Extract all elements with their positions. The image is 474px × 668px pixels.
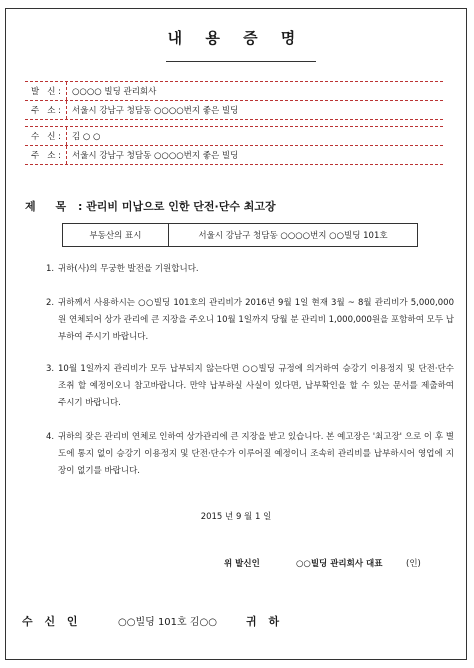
sender-address-label: 주 소 : [25, 101, 67, 119]
recipient-address-label: 주 소 : [25, 146, 67, 164]
recipient-address-row [25, 145, 443, 164]
signature-prefix: 위 발신인 [224, 559, 260, 569]
title-underline [166, 61, 316, 62]
property-header: 부동산의 표시 [63, 224, 169, 246]
signature-name: ○○빌딩 관리회사 대표 [296, 559, 383, 569]
property-value: 서울시 강남구 청담동 ○○○○번지 ○○빌딩 101호 [198, 231, 388, 241]
paragraph-text: 10월 1일까지 관리비가 모두 납부되지 않는다면 ○○빌딩 규정에 의거하여 승강기 이용정지 및 단전·단수 조취 할 예정이오니 참고바랍니다. 만약 납부하실 사실이 있다면, 납부확인을 할 수 있는 문서를 제출하여 주시기 바랍니다. [58, 364, 454, 408]
paragraph-4 [46, 429, 454, 480]
document-page [5, 8, 467, 660]
signature-seal: (인) [406, 559, 421, 569]
document-date: 2015 년 9 월 1 일 [200, 512, 272, 522]
paragraph-number: 1. [46, 264, 55, 274]
paragraph-3 [46, 361, 454, 412]
paragraph-text: 귀하의 잦은 관리비 연체로 인하여 상가관리에 큰 지장을 받고 있습니다. 본 예고장은 '최고장' 으로 이 후 별도에 통지 없이 승강기 이용정지 및 단전·단수가 이루어질 예정이니 조속히 관리비를 납부하시어 영업에 지장이 없기를 바랍니다. [58, 432, 454, 476]
recipient-address-value: 서울시 강남구 청담동 ○○○○번지 좋은 빌딩 [72, 151, 239, 161]
recipient-row [25, 127, 443, 145]
sender-address-row [25, 100, 443, 119]
recipient-footer-name: ○○빌딩 101호 김○○ [118, 617, 217, 628]
paragraph-number: 4. [46, 432, 55, 442]
property-table [62, 223, 418, 247]
paragraph-number: 2. [46, 298, 55, 308]
recipient-label: 수 신 : [25, 127, 67, 145]
recipient-footer-suffix: 귀 하 [246, 615, 284, 628]
sender-value: ○○○○ 빌딩 관리회사 [72, 87, 157, 97]
sender-label: 발 신 : [25, 82, 67, 100]
sender-row [25, 82, 443, 100]
subject-text: : 관리비 미납으로 인한 단전·단수 최고장 [77, 200, 276, 213]
document-title: 내 용 증 명 [167, 29, 305, 47]
sender-address-value: 서울시 강남구 청담동 ○○○○번지 좋은 빌딩 [72, 106, 239, 116]
paragraph-text: 귀하께서 사용하시는 ○○빌딩 101호의 관리비가 2016년 9월 1일 현재 3월 ~ 8월 관리비가 5,000,000원 연체되어 상가 관리에 큰 지장을 주오니 10월 1일까지 당월 분 관리비 1,000,000원을 포함하여 모두 납부하여 주시기 바랍니다. [58, 298, 454, 342]
paragraph-text: 귀하(사)의 무궁한 발전을 기원합니다. [58, 264, 199, 274]
paragraph-1 [46, 261, 454, 278]
subject-line [25, 198, 276, 214]
paragraph-number: 3. [46, 364, 55, 374]
recipient-footer-label: 수 신 인 [22, 615, 82, 628]
recipient-block [25, 126, 443, 165]
recipient-value: 김 ○ ○ [72, 132, 101, 142]
paragraph-2 [46, 295, 454, 346]
subject-label: 제 목 [25, 200, 75, 213]
sender-block [25, 81, 443, 120]
